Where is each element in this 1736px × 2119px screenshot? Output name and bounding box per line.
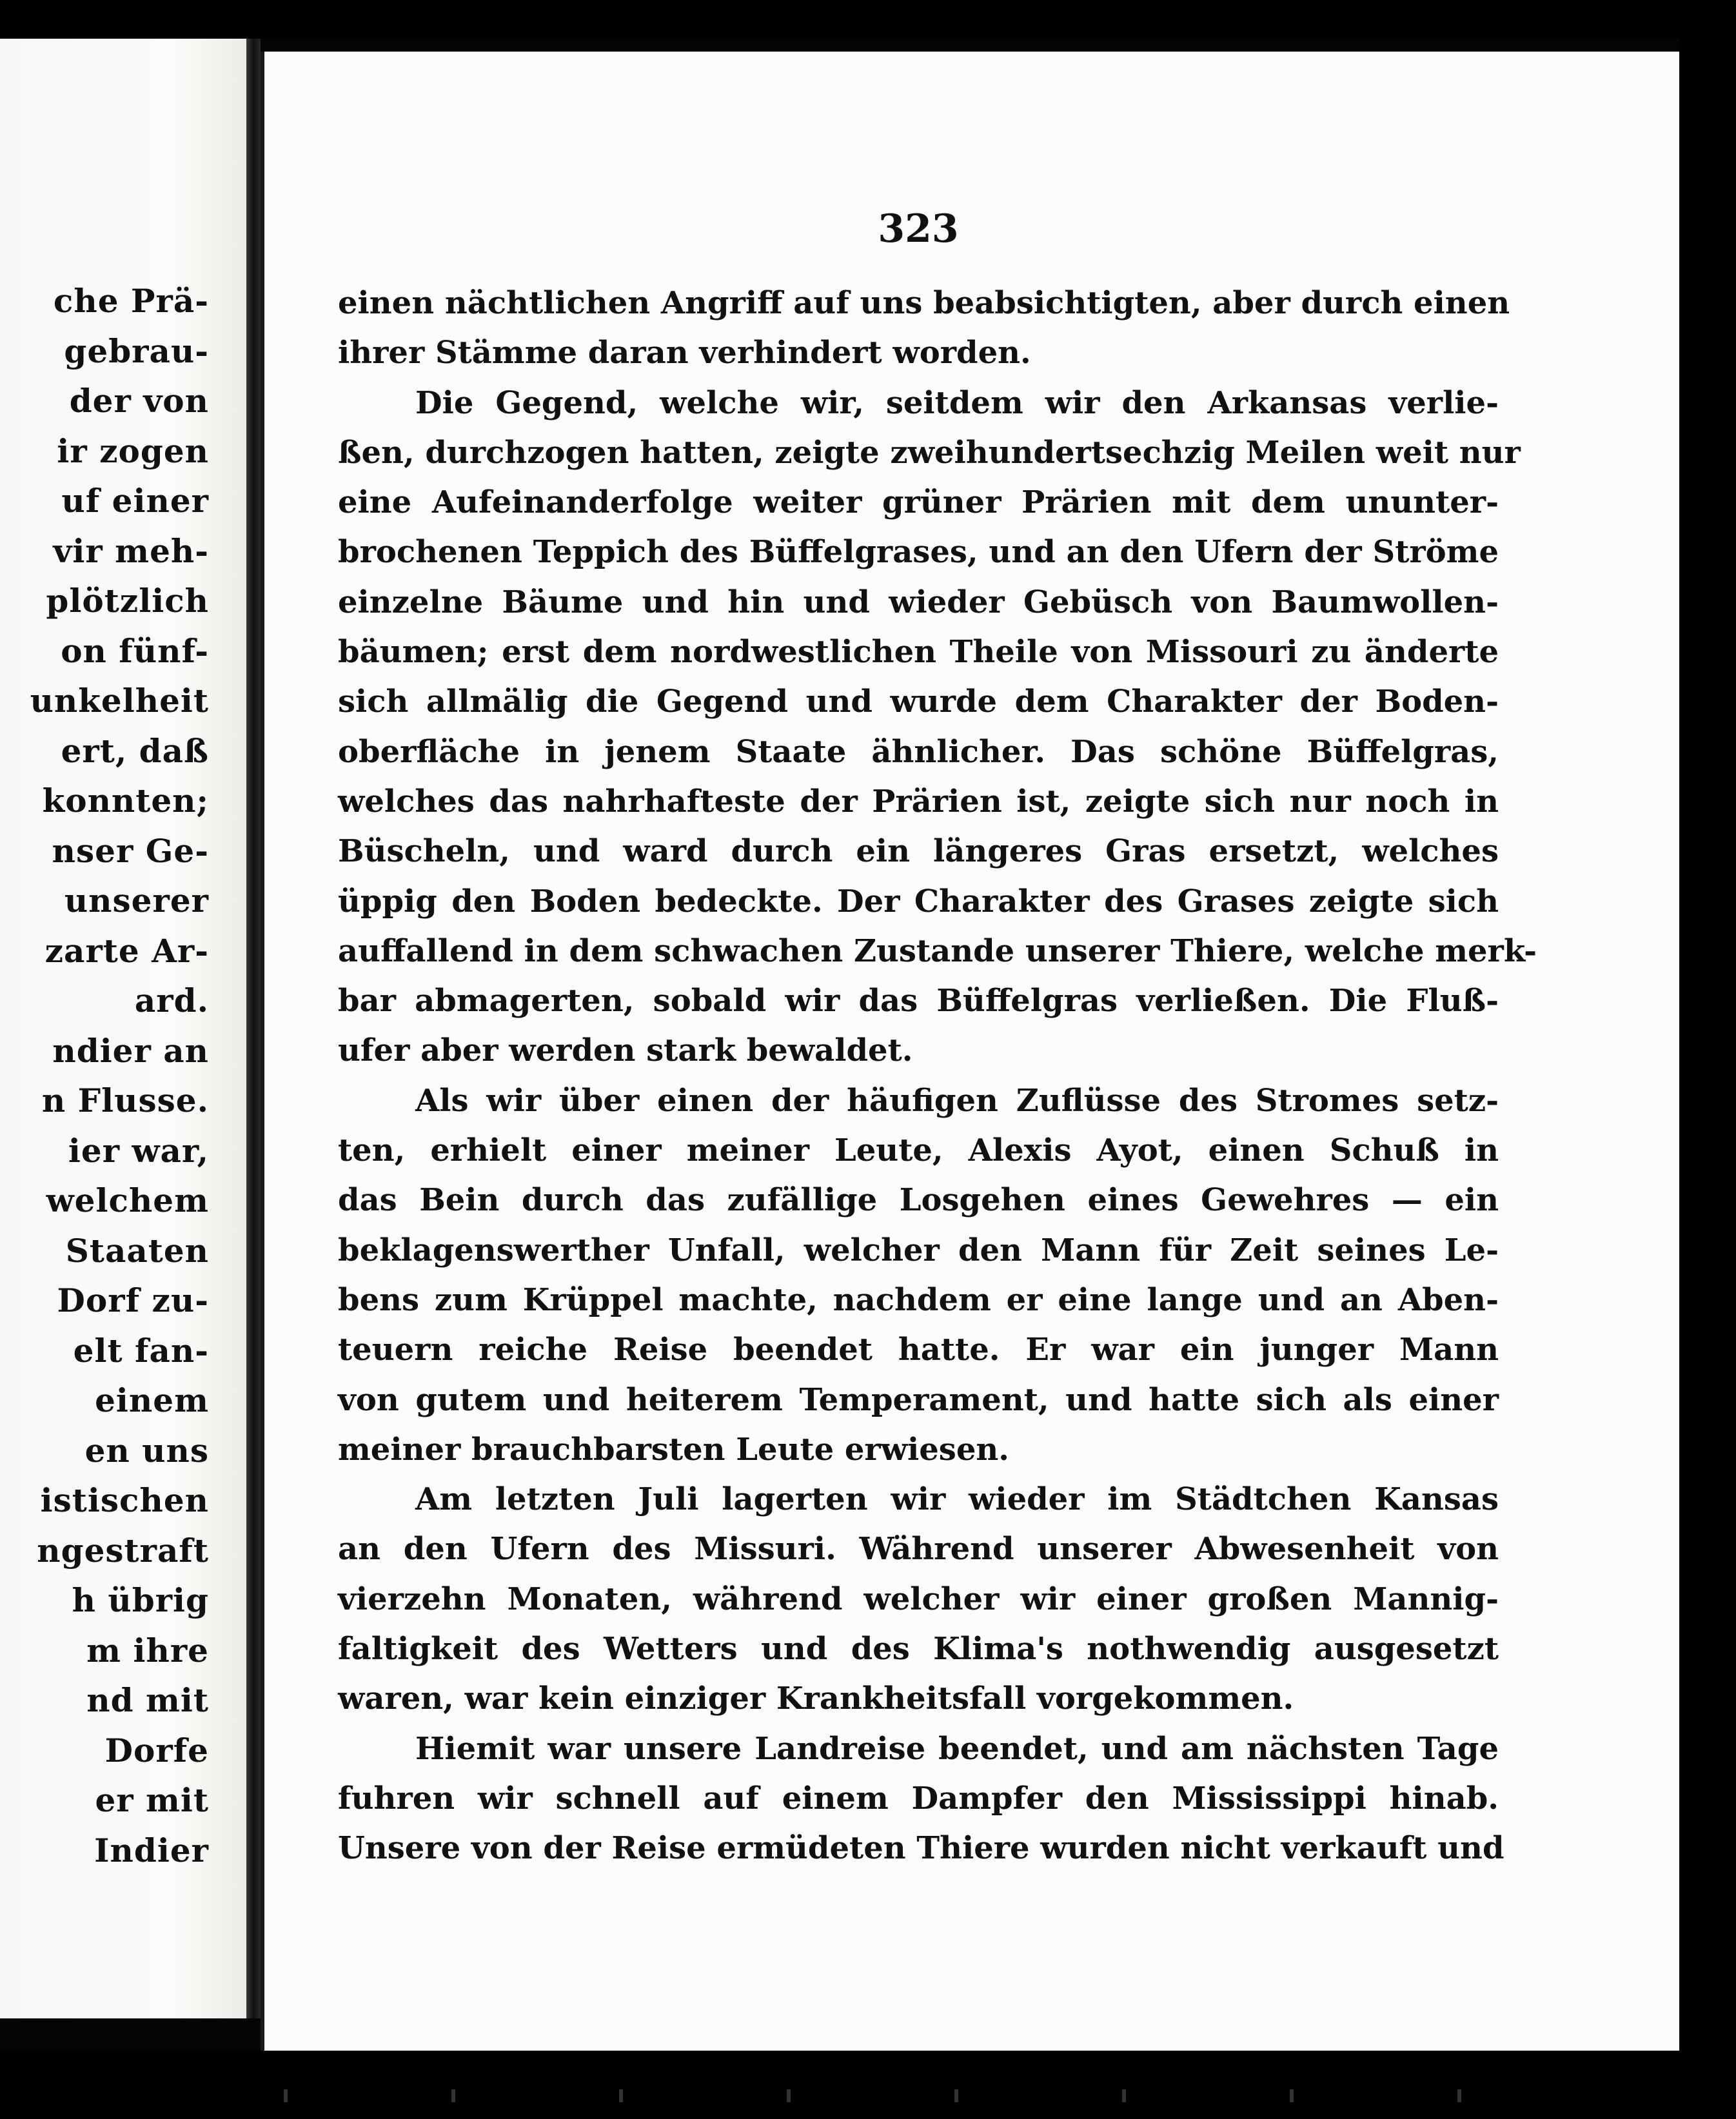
text-line: ten, erhielt einer meiner Leute, Alexis Ayot, einen Schuß in xyxy=(338,1132,1499,1169)
text-line: ßen, durchzogen hatten, zeigte zweihundertsechzig Meilen weit nur xyxy=(338,434,1521,471)
scan-artifacts xyxy=(193,2089,1612,2102)
left-page-line: ert, daß xyxy=(61,731,209,770)
scan-top-border xyxy=(0,0,1736,39)
left-page-line: plötzlich xyxy=(46,582,209,620)
right-page xyxy=(261,52,1679,2051)
left-page-line: n Flusse. xyxy=(41,1081,209,1119)
left-page-line: nser Ge- xyxy=(52,831,209,870)
left-page-line: ndier an xyxy=(52,1031,209,1070)
left-page-line: ier war, xyxy=(68,1131,209,1170)
left-page-line: elt fan- xyxy=(73,1331,209,1370)
left-page-line: on fünf- xyxy=(61,631,209,670)
left-page-line: ir zogen xyxy=(57,431,209,470)
text-line: einen nächtlichen Angriff auf uns beabsichtigten, aber durch einen xyxy=(338,285,1510,321)
left-page-line: h übrig xyxy=(72,1581,209,1619)
text-line: bäumen; erst dem nordwestlichen Theile von Missouri zu änderte xyxy=(338,634,1499,671)
text-line: bens zum Krüppel machte, nachdem er eine lange und an Aben- xyxy=(338,1281,1499,1318)
text-line: Hiemit war unsere Landreise beendet, und am nächsten Tage xyxy=(415,1730,1499,1767)
page-number: 323 xyxy=(878,206,959,251)
text-line: welches das nahrhafteste der Prärien ist, zeigte sich nur noch in xyxy=(338,783,1499,820)
text-line: vierzehn Monaten, während welcher wir einer großen Mannig- xyxy=(338,1581,1499,1617)
left-page-line-fragments xyxy=(30,276,209,1875)
text-line: das Bein durch das zufällige Losgehen eines Gewehres — ein xyxy=(338,1182,1499,1219)
text-line: Unsere von der Reise ermüdeten Thiere wurden nicht verkauft und xyxy=(338,1830,1504,1867)
left-facing-page xyxy=(0,39,246,2018)
text-line: waren, war kein einziger Krankheitsfall vorgekommen. xyxy=(338,1680,1294,1717)
text-line: teuern reiche Reise beendet hatte. Er war ein junger Mann xyxy=(338,1332,1499,1368)
text-line: einzelne Bäume und hin und wieder Gebüsch von Baumwollen- xyxy=(338,584,1499,620)
left-page-line: Dorf zu- xyxy=(57,1281,209,1319)
left-page-line: unserer xyxy=(64,882,209,920)
text-line: sich allmälig die Gegend und wurde dem Charakter der Boden- xyxy=(338,684,1499,720)
page-gutter xyxy=(246,39,261,2018)
text-line: Am letzten Juli lagerten wir wieder im Städtchen Kansas xyxy=(415,1481,1499,1518)
left-page-line: che Prä- xyxy=(53,282,209,320)
left-page-line: einem xyxy=(95,1381,209,1419)
text-line: auffallend in dem schwachen Zustande unserer Thiere, welche merk- xyxy=(338,932,1537,969)
left-page-line: Indier xyxy=(94,1831,209,1869)
left-page-line: nd mit xyxy=(86,1681,209,1719)
text-line: bar abmagerten, sobald wir das Büffelgras verließen. Die Fluß- xyxy=(338,983,1499,1020)
left-page-line: Staaten xyxy=(65,1231,209,1270)
left-page-line: istischen xyxy=(40,1481,209,1519)
scan-bottom-border xyxy=(0,2051,1736,2119)
left-page-line: unkelheit xyxy=(30,682,209,720)
text-line: ihrer Stämme daran verhindert worden. xyxy=(338,335,1031,371)
text-line: Die Gegend, welche wir, seitdem wir den Arkansas verlie- xyxy=(415,384,1499,421)
left-page-line: zarte Ar- xyxy=(44,931,209,970)
left-page-line: vir meh- xyxy=(53,531,209,570)
text-line: ufer aber werden stark bewaldet. xyxy=(338,1032,913,1069)
text-line: eine Aufeinanderfolge weiter grüner Prärien mit dem ununter- xyxy=(338,484,1499,521)
text-line: Als wir über einen der häufigen Zuflüsse des Stromes setz- xyxy=(415,1082,1499,1119)
left-page-line: m ihre xyxy=(86,1631,209,1670)
body-text xyxy=(338,279,1537,1874)
left-page-line: der von xyxy=(69,382,209,420)
text-line: oberfläche in jenem Staate ähnlicher. Das schöne Büffelgras, xyxy=(338,733,1499,770)
text-line: fuhren wir schnell auf einem Dampfer den Mississippi hinab. xyxy=(338,1780,1499,1817)
text-line: beklagenswerther Unfall, welcher den Mann für Zeit seines Le- xyxy=(338,1232,1499,1268)
page-edge-shadow xyxy=(261,52,264,2051)
text-line: üppig den Boden bedeckte. Der Charakter des Grases zeigte sich xyxy=(338,883,1499,920)
text-line: von gutem und heiterem Temperament, und hatte sich als einer xyxy=(338,1381,1499,1418)
scan-right-border xyxy=(1679,0,1736,2119)
text-line: an den Ufern des Missuri. Während unserer Abwesenheit von xyxy=(338,1531,1499,1568)
left-page-line: Dorfe xyxy=(104,1731,209,1769)
left-page-line: ngestraft xyxy=(37,1531,209,1570)
text-line: brochenen Teppich des Büffelgrases, und an den Ufern der Ströme xyxy=(338,534,1499,571)
left-page-line: en uns xyxy=(84,1431,209,1470)
left-page-line: uf einer xyxy=(61,482,209,520)
text-line: faltigkeit des Wetters und des Klima's nothwendig ausgesetzt xyxy=(338,1631,1499,1668)
left-page-line: welchem xyxy=(46,1181,209,1219)
text-line: Büscheln, und ward durch ein längeres Gras ersetzt, welches xyxy=(338,833,1499,870)
left-page-line: er mit xyxy=(95,1781,209,1819)
left-page-line: gebrau- xyxy=(64,331,209,370)
text-line: meiner brauchbarsten Leute erwiesen. xyxy=(338,1431,1009,1468)
left-page-line: ard. xyxy=(134,981,209,1020)
left-page-line: konnten; xyxy=(42,782,209,820)
